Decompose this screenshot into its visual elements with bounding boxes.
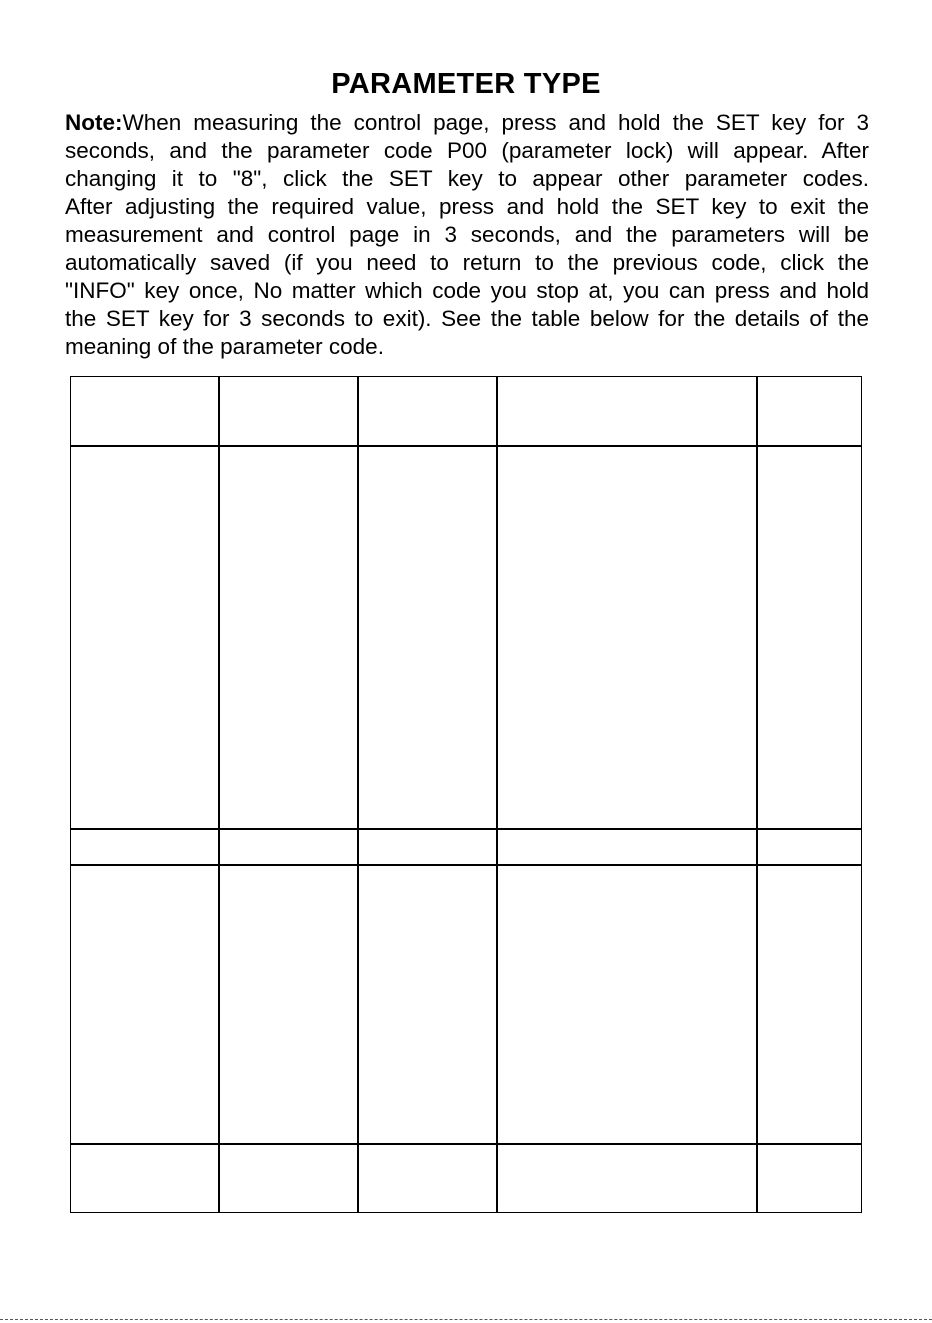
note-line: measurement and control page in 3 seconds, and the parameters will be	[65, 222, 869, 247]
table-row-divider	[71, 864, 861, 866]
page-bottom-divider	[0, 1319, 932, 1320]
table-row-divider	[71, 445, 861, 447]
note-line: changing it to "8", click the SET key to appear other parameter codes.	[65, 166, 869, 191]
table-column-divider	[756, 377, 758, 1212]
note-line: "INFO" key once, No matter which code you stop at, you can press and hold	[65, 278, 869, 303]
page-title: PARAMETER TYPE	[331, 68, 601, 100]
table-row-divider	[71, 828, 861, 830]
note-label: Note:	[65, 110, 123, 135]
note-line: the SET key for 3 seconds to exit). See the table below for the details of the	[65, 306, 869, 331]
parameter-table	[70, 376, 862, 1213]
table-column-divider	[496, 377, 498, 1212]
note-paragraph	[65, 109, 869, 361]
note-line: After adjusting the required value, press and hold the SET key to exit the	[65, 194, 869, 219]
note-line: seconds, and the parameter code P00 (parameter lock) will appear. After	[65, 138, 869, 163]
table-column-divider	[218, 377, 220, 1212]
table-column-divider	[357, 377, 359, 1212]
note-line-text: When measuring the control page, press and hold the SET key for 3	[122, 110, 869, 135]
note-line	[65, 109, 869, 137]
table-row-divider	[71, 1143, 861, 1145]
note-line: meaning of the parameter code.	[65, 334, 384, 359]
note-line: automatically saved (if you need to return to the previous code, click the	[65, 250, 869, 275]
